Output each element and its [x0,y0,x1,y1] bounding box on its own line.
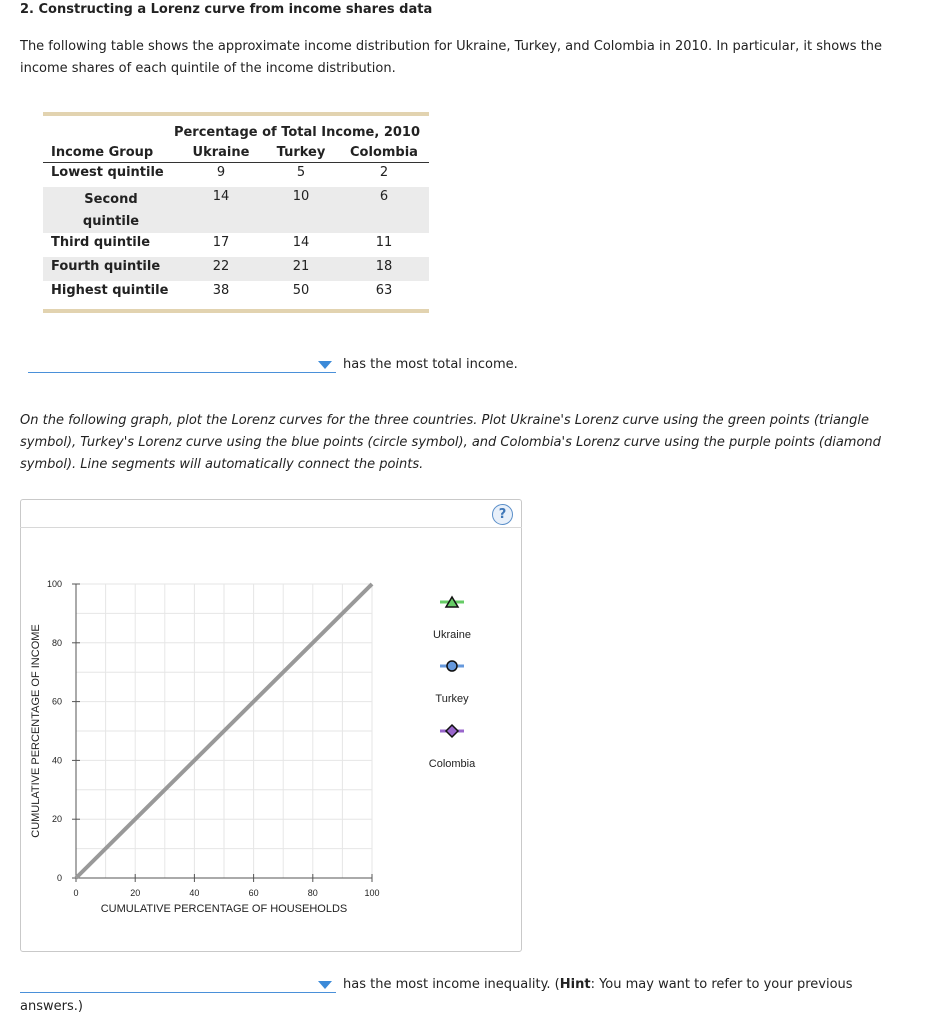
question2-prefix: has the most income inequality. ( [343,977,560,992]
graph-instructions: On the following graph, plot the Lorenz curves for the three countries. Plot Ukraine's Lorenz curve using the green points (triangle symbol), Turkey's Lorenz curve using the blue points (circle symbol), and Colombia's Lorenz curve using the purple points (diamond symbol). Line segments will automatically connect the points. [20,413,881,472]
cell-turkey: 50 [292,283,310,298]
cell-turkey: 10 [263,187,339,233]
cell-turkey: 5 [296,165,306,180]
y-tick-label: 0 [56,873,62,883]
table-main-header: Percentage of Total Income, 2010 [173,125,420,140]
cell-colombia: 63 [375,283,393,298]
cell-ukraine: 9 [216,165,226,180]
x-axis-label: CUMULATIVE PERCENTAGE OF HOUSEHOLDS [100,903,348,915]
chevron-down-icon[interactable] [318,361,332,369]
lorenz-chart[interactable] [20,528,520,948]
table-bottom-rule [43,309,429,313]
chevron-down-icon[interactable] [318,981,332,989]
y-tick-label: 20 [51,814,62,825]
x-tick-label: 0 [73,888,79,898]
turkey-header: Turkey [263,142,339,163]
cell-turkey: 14 [292,235,310,250]
cell-ukraine: 22 [179,257,263,281]
plot-area[interactable] [30,579,380,915]
legend-label-turkey: Turkey [435,693,469,705]
x-tick-label: 20 [130,888,141,898]
question2-suffix: : You may want to refer to your previous [590,977,853,992]
row-label: Third quintile [51,235,151,250]
most-inequality-dropdown[interactable] [20,972,336,993]
question2-continuation: answers.) [20,999,83,1014]
x-tick-label: 60 [248,888,259,898]
cell-turkey: 21 [263,257,339,281]
legend-label-ukraine: Ukraine [433,629,471,641]
diamond-icon [446,725,458,737]
question1-text: has the most total income. [343,357,518,372]
x-tick-label: 100 [364,888,380,898]
ukraine-header: Ukraine [179,142,263,163]
hint-label: Hint [559,977,591,992]
x-tick-label: 80 [307,888,318,898]
row-label: Lowest quintile [51,165,164,180]
cell-colombia: 11 [375,235,393,250]
question2-text [343,977,853,992]
problem-title: 2. Constructing a Lorenz curve from income shares data [20,2,433,17]
y-tick-label: 80 [51,637,62,648]
colombia-header: Colombia [339,142,429,163]
income-group-header: Income Group [43,142,179,163]
legend-label-colombia: Colombia [428,758,476,770]
intro-text: The following table shows the approximate income distribution for Ukraine, Turkey, and Colombia in 2010. In particular, it shows the income shares of each quintile of the income distribution. [20,39,883,76]
y-tick-label: 40 [51,755,62,766]
row-label: Fourth quintile [43,257,179,281]
cell-ukraine: 17 [212,235,230,250]
cell-colombia: 18 [339,257,429,281]
cell-colombia: 6 [339,187,429,233]
most-income-dropdown[interactable] [28,352,336,373]
x-tick-label: 40 [189,888,200,898]
cell-ukraine: 14 [179,187,263,233]
help-icon[interactable]: ? [492,504,513,525]
cell-colombia: 2 [379,165,389,180]
y-axis-label: CUMULATIVE PERCENTAGE OF INCOME [30,624,42,838]
income-table [43,112,429,313]
cell-ukraine: 38 [212,283,230,298]
chart-legend[interactable] [429,597,476,770]
row-label: Highest quintile [51,283,169,298]
row-label: Second quintile [43,187,179,233]
y-tick-label: 100 [46,579,62,589]
y-tick-label: 60 [51,696,62,707]
circle-icon [447,661,457,671]
